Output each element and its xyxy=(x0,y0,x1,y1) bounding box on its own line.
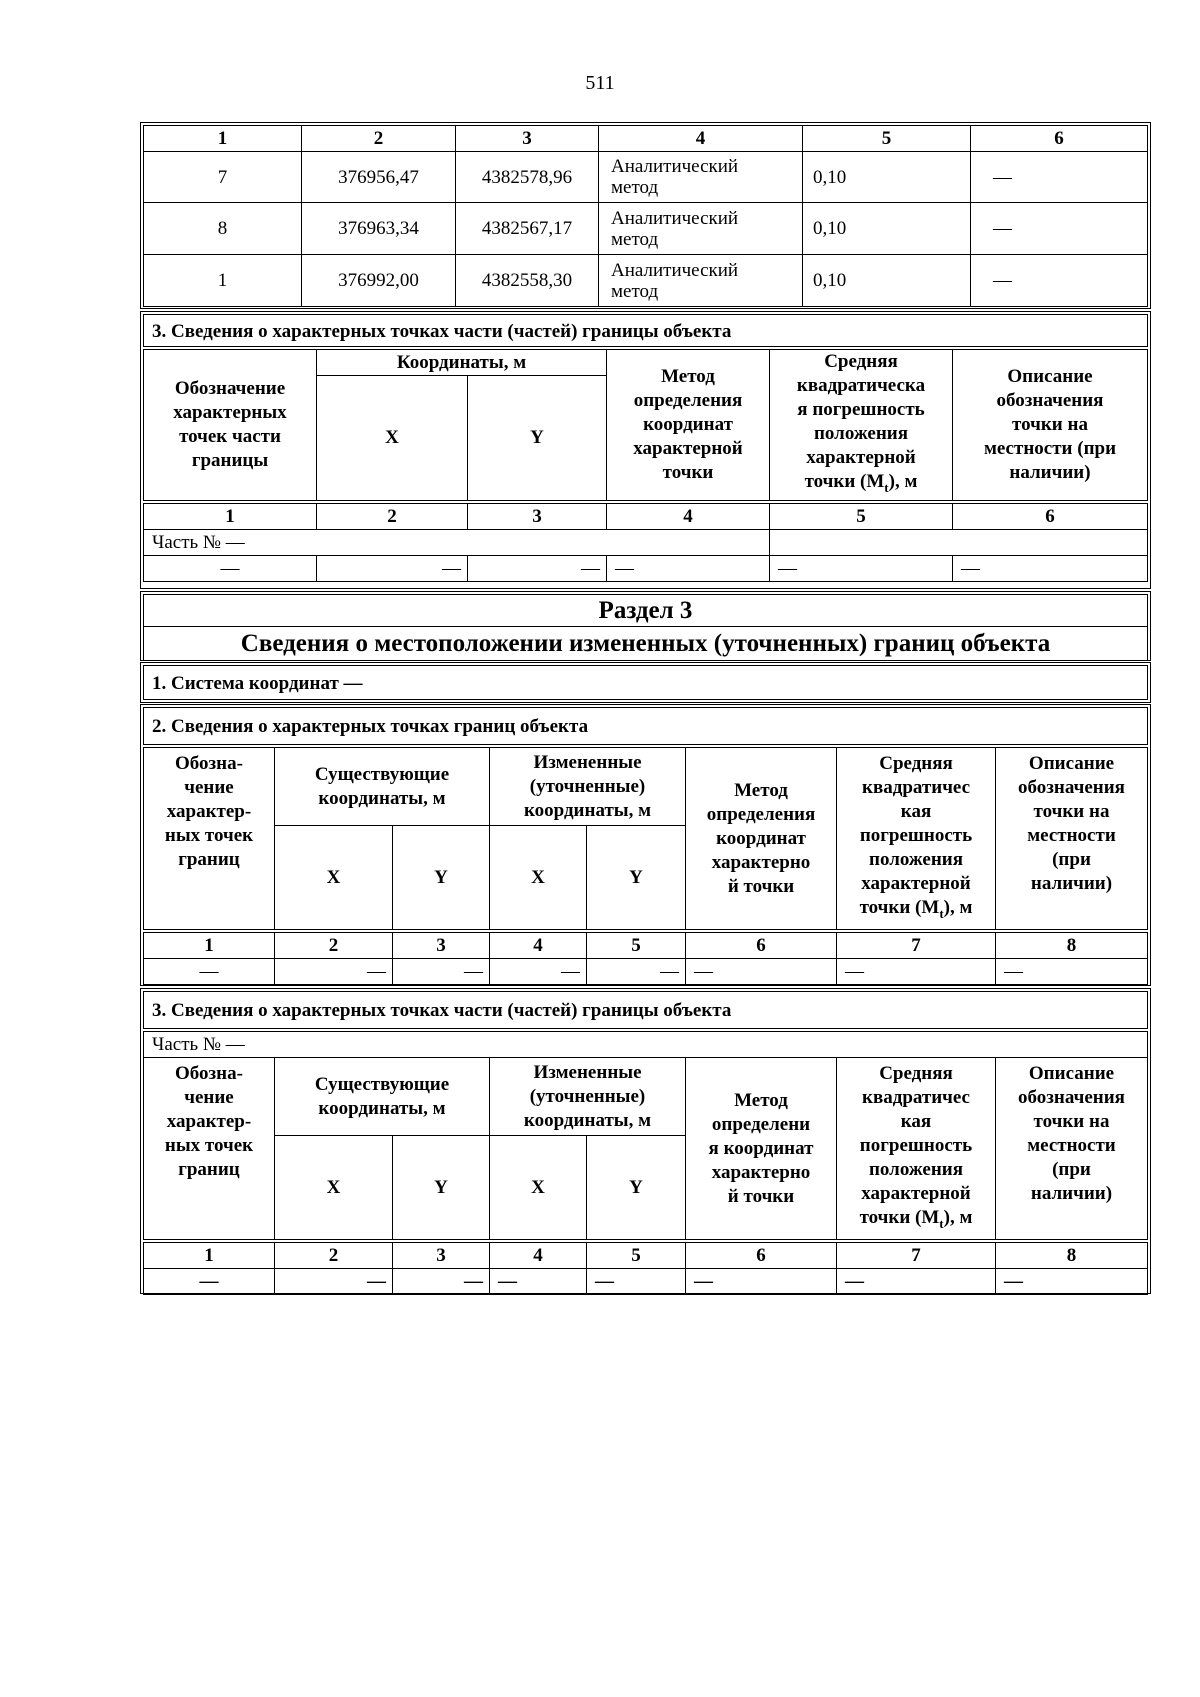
col-number: 5 xyxy=(803,126,971,152)
header-existing-coords: Существующие координаты, м xyxy=(275,748,490,826)
dash-cell: — xyxy=(275,1269,393,1295)
dash-cell: — xyxy=(686,959,837,985)
table-row xyxy=(144,959,1148,985)
dash-cell: — xyxy=(587,959,686,985)
col-number: 4 xyxy=(490,1243,587,1269)
column-number-row xyxy=(144,933,1148,959)
table-row xyxy=(144,152,1148,203)
col-number: 1 xyxy=(144,1243,275,1269)
header-accuracy: Средняя квадратичес кая погрешность положения характерной точки $(M_t)$, м xyxy=(837,1058,996,1240)
table-header-row xyxy=(144,126,1148,152)
col-number: 3 xyxy=(468,503,607,529)
section-heading: 3. Сведения о характерных точках части (частей) границы объекта xyxy=(143,314,1148,347)
header-existing-y: Y xyxy=(393,1136,490,1240)
col-number: 6 xyxy=(971,126,1148,152)
changed-points-table xyxy=(140,704,1151,986)
col-number: 8 xyxy=(996,933,1148,959)
point-method: Аналитический метод xyxy=(599,255,803,307)
dash-cell: — xyxy=(953,555,1148,581)
point-accuracy: 0,10 xyxy=(803,152,971,203)
header-existing-y: Y xyxy=(393,826,490,930)
col-number: 4 xyxy=(607,503,770,529)
col-number: 4 xyxy=(490,933,587,959)
header-coordinates: Координаты, м xyxy=(317,350,607,376)
table-row xyxy=(144,1269,1148,1295)
header-point-designation: Обозначение характерных точек части границы xyxy=(144,350,317,501)
header-changed-x: X xyxy=(490,1136,587,1240)
part-points-table xyxy=(140,311,1151,589)
dash-cell: — xyxy=(275,959,393,985)
header-x: X xyxy=(317,376,468,501)
point-y: 4382567,17 xyxy=(456,203,599,255)
dash-cell: — xyxy=(837,959,996,985)
point-x: 376992,00 xyxy=(302,255,456,307)
header-changed-y: Y xyxy=(587,1136,686,1240)
col-number: 3 xyxy=(393,1243,490,1269)
header-accuracy: Средняя квадратическа я погрешность положения характерной точки $(M_t)$, м xyxy=(770,350,953,501)
col-number: 5 xyxy=(587,1243,686,1269)
point-number: 7 xyxy=(144,152,302,203)
table-row xyxy=(144,203,1148,255)
col-number: 5 xyxy=(587,933,686,959)
dash-cell: — xyxy=(770,555,953,581)
part-label-row xyxy=(144,1032,1148,1058)
col-number: 5 xyxy=(770,503,953,529)
col-number: 4 xyxy=(599,126,803,152)
header-y: Y xyxy=(468,376,607,501)
col-number: 3 xyxy=(456,126,599,152)
header-description: Описание обозначения точки на местности (при наличии) xyxy=(953,350,1148,501)
col-number: 8 xyxy=(996,1243,1148,1269)
dash-cell: — xyxy=(144,959,275,985)
header-changed-coords: Измененные (уточненные) координаты, м xyxy=(490,1058,686,1136)
table-row xyxy=(144,255,1148,307)
header-description: Описание обозначения точки на местности (при наличии) xyxy=(996,1058,1148,1240)
dash-cell: — xyxy=(393,959,490,985)
part-number-label: Часть № — xyxy=(144,529,770,555)
col-number: 1 xyxy=(144,503,317,529)
table-header-row xyxy=(144,1058,1148,1136)
header-method: Метод определени я координат характерно й точки xyxy=(686,1058,837,1240)
header-changed-coords: Измененные (уточненные) координаты, м xyxy=(490,748,686,826)
header-existing-x: X xyxy=(275,826,393,930)
dash-cell: — xyxy=(996,959,1148,985)
header-method: Метод определения координат характерной точки xyxy=(607,350,770,501)
col-number: 7 xyxy=(837,933,996,959)
col-number: 7 xyxy=(837,1243,996,1269)
dash-cell: — xyxy=(144,1269,275,1295)
point-description: — xyxy=(971,203,1148,255)
col-number: 1 xyxy=(144,933,275,959)
table-row xyxy=(144,555,1148,581)
coordinate-system-block xyxy=(140,662,1151,703)
col-number: 6 xyxy=(686,1243,837,1269)
col-number: 1 xyxy=(144,126,302,152)
col-number: 2 xyxy=(275,1243,393,1269)
point-y: 4382558,30 xyxy=(456,255,599,307)
point-description: — xyxy=(971,152,1148,203)
column-number-row xyxy=(144,1243,1148,1269)
section-heading: 3. Сведения о характерных точках части (частей) границы объекта xyxy=(143,991,1148,1029)
coordinate-system-label: 1. Система координат — xyxy=(143,665,1148,700)
dash-cell: — xyxy=(490,959,587,985)
header-accuracy: Средняя квадратичес кая погрешность положения характерной точки $(M_t)$, м xyxy=(837,748,996,930)
dash-cell: — xyxy=(317,555,468,581)
header-changed-y: Y xyxy=(587,826,686,930)
header-point-designation: Обозна- чение характер- ных точек границ xyxy=(144,748,275,930)
changed-part-points-table xyxy=(140,988,1151,1294)
point-method: Аналитический метод xyxy=(599,203,803,255)
point-number: 1 xyxy=(144,255,302,307)
col-number: 2 xyxy=(302,126,456,152)
dash-cell: — xyxy=(996,1269,1148,1295)
dash-cell: — xyxy=(144,555,317,581)
col-number: 3 xyxy=(393,933,490,959)
dash-cell: — xyxy=(393,1269,490,1295)
section-subtitle: Сведения о местоположении измененных (уточненных) границ объекта xyxy=(143,626,1148,661)
point-x: 376956,47 xyxy=(302,152,456,203)
point-method: Аналитический метод xyxy=(599,152,803,203)
section-3-header xyxy=(140,591,1151,661)
header-changed-x: X xyxy=(490,826,587,930)
part-label-row xyxy=(144,529,1148,555)
dash-cell: — xyxy=(468,555,607,581)
page-number: 511 xyxy=(585,72,615,94)
point-y: 4382578,96 xyxy=(456,152,599,203)
col-number: 6 xyxy=(953,503,1148,529)
dash-cell: — xyxy=(686,1269,837,1295)
dash-cell: — xyxy=(837,1269,996,1295)
table-header-row xyxy=(144,350,1148,376)
point-accuracy: 0,10 xyxy=(803,255,971,307)
dash-cell: — xyxy=(587,1269,686,1295)
column-number-row xyxy=(144,503,1148,529)
point-accuracy: 0,10 xyxy=(803,203,971,255)
table-header-row xyxy=(144,748,1148,826)
empty-cell xyxy=(770,529,1148,555)
col-number: 2 xyxy=(275,933,393,959)
header-point-designation: Обозна- чение характер- ных точек границ xyxy=(144,1058,275,1240)
point-description: — xyxy=(971,255,1148,307)
point-number: 8 xyxy=(144,203,302,255)
section-heading: 2. Сведения о характерных точках границ объекта xyxy=(143,707,1148,745)
header-method: Метод определения координат характерно й точки xyxy=(686,748,837,930)
col-number: 2 xyxy=(317,503,468,529)
point-x: 376963,34 xyxy=(302,203,456,255)
top-points-table xyxy=(140,122,1151,309)
col-number: 6 xyxy=(686,933,837,959)
header-existing-x: X xyxy=(275,1136,393,1240)
part-number-label: Часть № — xyxy=(144,1032,1148,1058)
header-description: Описание обозначения точки на местности (при наличии) xyxy=(996,748,1148,930)
dash-cell: — xyxy=(490,1269,587,1295)
header-existing-coords: Существующие координаты, м xyxy=(275,1058,490,1136)
section-title: Раздел 3 xyxy=(143,594,1148,626)
dash-cell: — xyxy=(607,555,770,581)
